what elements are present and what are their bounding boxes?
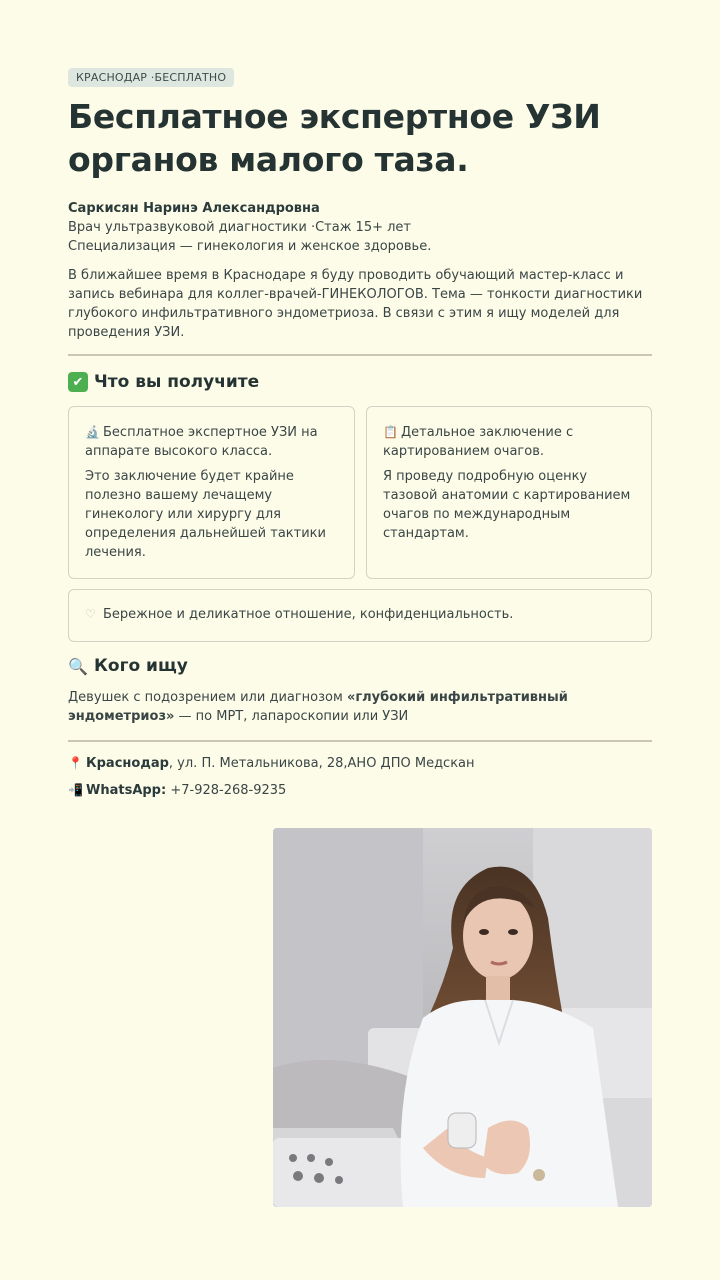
phone-icon: 📲 — [68, 783, 83, 797]
seeking-title — [68, 656, 652, 676]
page — [68, 66, 652, 798]
seeking-text-bold: «глубокий инфильтративный эндометриоз» — [68, 690, 568, 724]
checkmark-icon: ✔ — [68, 372, 88, 392]
phone-number[interactable]: +7-928-268-9235 — [166, 783, 287, 798]
doctor-info — [68, 199, 652, 256]
page-title — [68, 95, 652, 181]
pin-icon: 📍 — [68, 756, 83, 770]
benefit-card-ultrasound — [68, 406, 355, 579]
intro-text: В ближайшее время в Краснодаре я буду проводить обучающий мастер-класс и запись вебинара для коллег-врачей-ГИНЕКОЛОГОВ. Тема — тонкости диагностики глубокого инфильтративного эндометриоза. В связи с этим я ищу моделей для проведения УЗИ. — [68, 268, 643, 340]
doctor-specialization: Специализация — гинекология и женское здоровье. — [68, 239, 432, 254]
whatsapp-label: WhatsApp: — [86, 783, 167, 798]
city: Краснодар — [86, 756, 169, 771]
doctor-photo — [273, 828, 652, 1207]
divider — [68, 354, 652, 356]
doctor-name: Саркисян Наринэ Александровна — [68, 201, 320, 216]
benefit-card-report — [366, 406, 652, 579]
card3-text: Бережное и деликатное отношение, конфиденциальность. — [103, 607, 514, 622]
title-line-2: органов малого таза. — [68, 140, 469, 179]
seeking-text-before: Девушек с подозрением или диагнозом — [68, 690, 347, 705]
benefits-title — [68, 372, 652, 392]
microscope-icon: 🔬 — [85, 425, 100, 439]
benefit-card-head — [85, 423, 338, 461]
heart-icon: ♡ — [85, 607, 96, 621]
benefit-card-care — [68, 589, 652, 642]
benefit-cards — [68, 406, 652, 579]
benefit-card-head — [383, 423, 635, 461]
doctor-position: Врач ультразвуковой диагностики ·Стаж 15+ лет — [68, 220, 412, 235]
location-tag: КРАСНОДАР ·БЕСПЛАТНО — [68, 68, 234, 87]
benefit-card-body: Я проведу подробную оценку тазовой анатомии с картированием очагов по международным стандартам. — [383, 469, 631, 541]
seeking-text — [68, 688, 652, 726]
address: , ул. П. Метальникова, 28,АНО ДПО Медскан — [168, 756, 475, 771]
address-line — [68, 756, 652, 771]
benefits-title-text: Что вы получите — [94, 372, 260, 392]
benefit-card-body: Это заключение будет крайне полезно вашему лечащему гинекологу или хирургу для определения дальнейшей тактики лечения. — [85, 469, 326, 560]
clipboard-icon: 📋 — [383, 425, 398, 439]
whatsapp-line — [68, 783, 652, 798]
divider — [68, 740, 652, 742]
title-line-1: Бесплатное экспертное УЗИ — [68, 97, 601, 136]
seeking-title-text: Кого ищу — [94, 656, 188, 676]
seeking-text-after: — по МРТ, лапароскопии или УЗИ — [174, 709, 409, 724]
card1-head-text: Бесплатное экспертное УЗИ на аппарате высокого класса. — [85, 425, 318, 459]
card2-head-text: Детальное заключение с картированием очагов. — [383, 425, 574, 459]
magnifier-icon: 🔍 — [68, 656, 88, 676]
